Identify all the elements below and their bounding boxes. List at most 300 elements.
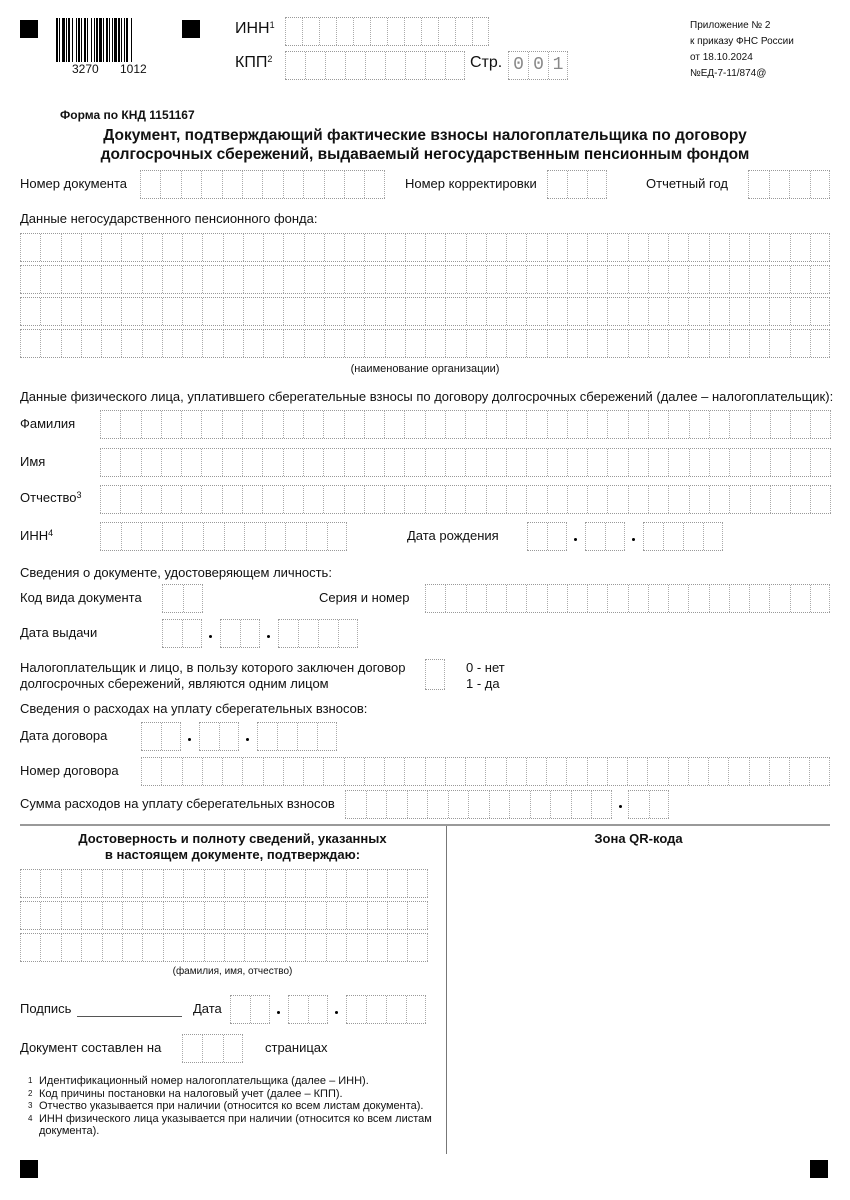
char-cell[interactable] xyxy=(141,758,161,785)
char-cell[interactable] xyxy=(748,171,769,198)
char-cell[interactable] xyxy=(303,449,323,476)
char-cell[interactable] xyxy=(547,298,567,325)
char-cell[interactable] xyxy=(285,934,305,961)
char-cell[interactable] xyxy=(61,330,81,357)
char-cell[interactable] xyxy=(425,411,445,438)
char-cell[interactable] xyxy=(199,723,219,750)
char-cell[interactable] xyxy=(425,449,445,476)
char-cell[interactable]: 0 xyxy=(508,52,528,79)
char-cell[interactable] xyxy=(353,18,370,45)
char-cell[interactable] xyxy=(324,171,344,198)
char-cell[interactable] xyxy=(81,902,101,929)
char-cell[interactable] xyxy=(445,758,465,785)
char-cell[interactable] xyxy=(20,330,40,357)
char-cell[interactable] xyxy=(346,934,366,961)
char-cell[interactable] xyxy=(648,585,668,612)
char-cell[interactable] xyxy=(547,523,567,550)
char-cell[interactable] xyxy=(142,298,162,325)
char-cell[interactable] xyxy=(526,330,546,357)
char-cell[interactable] xyxy=(466,234,486,261)
char-cell[interactable] xyxy=(40,870,60,897)
char-cell[interactable] xyxy=(230,996,250,1023)
char-cell[interactable] xyxy=(709,330,729,357)
char-cell[interactable] xyxy=(346,996,366,1023)
char-cell[interactable] xyxy=(40,234,60,261)
char-cell[interactable] xyxy=(344,171,364,198)
char-cell[interactable] xyxy=(385,298,405,325)
char-cell[interactable] xyxy=(607,449,627,476)
char-cell[interactable] xyxy=(364,234,384,261)
char-cell[interactable] xyxy=(587,330,607,357)
char-cell[interactable] xyxy=(729,330,749,357)
char-cell[interactable] xyxy=(587,585,607,612)
char-cell[interactable] xyxy=(466,585,486,612)
char-cell[interactable] xyxy=(648,234,668,261)
char-cell[interactable] xyxy=(427,791,448,818)
contract-date-field-part[interactable] xyxy=(141,722,181,751)
char-cell[interactable] xyxy=(465,758,485,785)
char-cell[interactable] xyxy=(770,411,790,438)
signer-name-row[interactable] xyxy=(20,869,428,898)
char-cell[interactable] xyxy=(425,758,445,785)
char-cell[interactable] xyxy=(183,902,203,929)
char-cell[interactable] xyxy=(810,411,830,438)
char-cell[interactable] xyxy=(567,330,587,357)
char-cell[interactable] xyxy=(161,486,181,513)
char-cell[interactable] xyxy=(161,411,181,438)
contract-number-field[interactable] xyxy=(141,757,830,786)
char-cell[interactable] xyxy=(204,902,224,929)
char-cell[interactable] xyxy=(162,330,182,357)
char-cell[interactable] xyxy=(486,486,506,513)
char-cell[interactable] xyxy=(183,585,204,612)
char-cell[interactable] xyxy=(628,330,648,357)
char-cell[interactable] xyxy=(689,411,709,438)
char-cell[interactable] xyxy=(750,486,770,513)
char-cell[interactable] xyxy=(265,870,285,897)
char-cell[interactable] xyxy=(122,934,142,961)
char-cell[interactable] xyxy=(366,996,386,1023)
char-cell[interactable] xyxy=(182,330,202,357)
char-cell[interactable] xyxy=(81,870,101,897)
char-cell[interactable] xyxy=(526,234,546,261)
char-cell[interactable] xyxy=(465,449,485,476)
char-cell[interactable] xyxy=(298,620,318,647)
char-cell[interactable] xyxy=(628,234,648,261)
char-cell[interactable] xyxy=(405,298,425,325)
char-cell[interactable] xyxy=(425,660,445,689)
birth-date-field-part[interactable] xyxy=(585,522,625,551)
char-cell[interactable] xyxy=(181,449,201,476)
char-cell[interactable] xyxy=(142,934,162,961)
char-cell[interactable] xyxy=(506,449,526,476)
char-cell[interactable] xyxy=(466,330,486,357)
char-cell[interactable] xyxy=(709,298,729,325)
char-cell[interactable] xyxy=(121,330,141,357)
char-cell[interactable] xyxy=(770,449,790,476)
char-cell[interactable] xyxy=(688,585,708,612)
char-cell[interactable] xyxy=(769,758,789,785)
char-cell[interactable] xyxy=(308,996,328,1023)
char-cell[interactable] xyxy=(387,18,404,45)
char-cell[interactable] xyxy=(305,52,325,79)
char-cell[interactable] xyxy=(628,486,648,513)
patronymic-field[interactable] xyxy=(100,485,831,514)
same-person-field[interactable] xyxy=(425,659,445,690)
char-cell[interactable] xyxy=(302,18,319,45)
person-inn-field[interactable] xyxy=(100,522,347,551)
char-cell[interactable] xyxy=(567,234,587,261)
char-cell[interactable] xyxy=(506,486,526,513)
char-cell[interactable] xyxy=(364,330,384,357)
char-cell[interactable] xyxy=(404,449,424,476)
char-cell[interactable] xyxy=(407,870,427,897)
char-cell[interactable] xyxy=(407,791,428,818)
char-cell[interactable] xyxy=(142,330,162,357)
char-cell[interactable] xyxy=(204,934,224,961)
char-cell[interactable] xyxy=(386,996,406,1023)
char-cell[interactable] xyxy=(304,234,324,261)
char-cell[interactable] xyxy=(587,266,607,293)
char-cell[interactable] xyxy=(770,486,790,513)
char-cell[interactable] xyxy=(585,523,605,550)
char-cell[interactable] xyxy=(20,298,40,325)
char-cell[interactable] xyxy=(244,934,264,961)
char-cell[interactable] xyxy=(708,758,728,785)
char-cell[interactable] xyxy=(61,298,81,325)
char-cell[interactable] xyxy=(204,870,224,897)
char-cell[interactable] xyxy=(668,298,688,325)
char-cell[interactable] xyxy=(220,620,240,647)
char-cell[interactable] xyxy=(367,902,387,929)
char-cell[interactable] xyxy=(222,171,242,198)
char-cell[interactable] xyxy=(182,298,202,325)
char-cell[interactable] xyxy=(607,411,627,438)
char-cell[interactable] xyxy=(571,791,592,818)
char-cell[interactable] xyxy=(40,266,60,293)
char-cell[interactable] xyxy=(243,298,263,325)
issue-date-field-part[interactable] xyxy=(220,619,260,648)
char-cell[interactable] xyxy=(303,411,323,438)
char-cell[interactable] xyxy=(306,523,327,550)
char-cell[interactable] xyxy=(810,266,830,293)
char-cell[interactable] xyxy=(121,298,141,325)
char-cell[interactable] xyxy=(749,266,769,293)
char-cell[interactable] xyxy=(643,523,663,550)
amount-rubles-field[interactable] xyxy=(345,790,612,819)
char-cell[interactable] xyxy=(445,266,465,293)
char-cell[interactable] xyxy=(506,266,526,293)
char-cell[interactable] xyxy=(425,486,445,513)
char-cell[interactable] xyxy=(425,330,445,357)
char-cell[interactable] xyxy=(283,330,303,357)
char-cell[interactable] xyxy=(526,486,546,513)
char-cell[interactable] xyxy=(509,791,530,818)
char-cell[interactable] xyxy=(142,234,162,261)
char-cell[interactable] xyxy=(222,486,242,513)
char-cell[interactable] xyxy=(688,330,708,357)
char-cell[interactable] xyxy=(324,266,344,293)
char-cell[interactable] xyxy=(222,411,242,438)
char-cell[interactable] xyxy=(61,934,81,961)
char-cell[interactable] xyxy=(181,171,201,198)
char-cell[interactable] xyxy=(242,486,262,513)
char-cell[interactable] xyxy=(61,902,81,929)
char-cell[interactable] xyxy=(648,486,668,513)
char-cell[interactable]: 1 xyxy=(548,52,568,79)
char-cell[interactable] xyxy=(668,585,688,612)
char-cell[interactable] xyxy=(182,523,203,550)
char-cell[interactable] xyxy=(121,266,141,293)
char-cell[interactable] xyxy=(250,996,270,1023)
char-cell[interactable] xyxy=(809,758,829,785)
char-cell[interactable] xyxy=(750,411,770,438)
char-cell[interactable] xyxy=(285,52,305,79)
char-cell[interactable] xyxy=(201,411,221,438)
char-cell[interactable] xyxy=(790,585,810,612)
char-cell[interactable] xyxy=(365,52,385,79)
pages-count-field[interactable] xyxy=(182,1034,243,1063)
char-cell[interactable]: 0 xyxy=(528,52,548,79)
char-cell[interactable] xyxy=(304,298,324,325)
char-cell[interactable] xyxy=(344,486,364,513)
char-cell[interactable] xyxy=(262,449,282,476)
char-cell[interactable] xyxy=(224,870,244,897)
char-cell[interactable] xyxy=(20,902,40,929)
char-cell[interactable] xyxy=(489,791,510,818)
char-cell[interactable] xyxy=(591,791,612,818)
char-cell[interactable] xyxy=(668,266,688,293)
char-cell[interactable] xyxy=(262,411,282,438)
char-cell[interactable] xyxy=(709,486,729,513)
char-cell[interactable] xyxy=(319,18,336,45)
char-cell[interactable] xyxy=(283,449,303,476)
char-cell[interactable] xyxy=(506,411,526,438)
char-cell[interactable] xyxy=(587,234,607,261)
char-cell[interactable] xyxy=(789,171,810,198)
char-cell[interactable] xyxy=(465,486,485,513)
kpp-field[interactable] xyxy=(285,51,465,80)
char-cell[interactable] xyxy=(285,870,305,897)
char-cell[interactable] xyxy=(81,934,101,961)
char-cell[interactable] xyxy=(445,585,465,612)
char-cell[interactable] xyxy=(263,758,283,785)
char-cell[interactable] xyxy=(385,52,405,79)
char-cell[interactable] xyxy=(385,330,405,357)
char-cell[interactable] xyxy=(486,449,506,476)
char-cell[interactable] xyxy=(546,758,566,785)
char-cell[interactable] xyxy=(810,449,830,476)
char-cell[interactable] xyxy=(810,298,830,325)
char-cell[interactable] xyxy=(729,266,749,293)
char-cell[interactable] xyxy=(181,411,201,438)
char-cell[interactable] xyxy=(729,234,749,261)
char-cell[interactable] xyxy=(628,266,648,293)
char-cell[interactable] xyxy=(285,523,306,550)
char-cell[interactable] xyxy=(709,449,729,476)
char-cell[interactable] xyxy=(709,411,729,438)
char-cell[interactable] xyxy=(120,411,140,438)
char-cell[interactable] xyxy=(729,449,749,476)
char-cell[interactable] xyxy=(283,298,303,325)
char-cell[interactable] xyxy=(161,723,181,750)
char-cell[interactable] xyxy=(384,486,404,513)
char-cell[interactable] xyxy=(324,234,344,261)
char-cell[interactable] xyxy=(304,330,324,357)
char-cell[interactable] xyxy=(445,449,465,476)
char-cell[interactable] xyxy=(162,585,183,612)
char-cell[interactable] xyxy=(790,298,810,325)
char-cell[interactable] xyxy=(142,902,162,929)
char-cell[interactable] xyxy=(201,171,221,198)
char-cell[interactable] xyxy=(587,171,607,198)
char-cell[interactable] xyxy=(387,870,407,897)
char-cell[interactable] xyxy=(202,266,222,293)
char-cell[interactable] xyxy=(387,934,407,961)
char-cell[interactable] xyxy=(20,934,40,961)
char-cell[interactable] xyxy=(283,758,303,785)
char-cell[interactable] xyxy=(709,585,729,612)
char-cell[interactable] xyxy=(364,298,384,325)
char-cell[interactable] xyxy=(102,870,122,897)
char-cell[interactable] xyxy=(526,298,546,325)
char-cell[interactable] xyxy=(100,523,121,550)
char-cell[interactable] xyxy=(607,330,627,357)
char-cell[interactable] xyxy=(122,870,142,897)
char-cell[interactable] xyxy=(547,486,567,513)
char-cell[interactable] xyxy=(142,266,162,293)
char-cell[interactable] xyxy=(506,234,526,261)
char-cell[interactable] xyxy=(141,449,161,476)
char-cell[interactable] xyxy=(405,266,425,293)
char-cell[interactable] xyxy=(323,411,343,438)
sign-date-field-part[interactable] xyxy=(288,995,328,1024)
char-cell[interactable] xyxy=(688,234,708,261)
char-cell[interactable] xyxy=(364,758,384,785)
char-cell[interactable] xyxy=(141,523,162,550)
char-cell[interactable] xyxy=(163,870,183,897)
char-cell[interactable] xyxy=(455,18,472,45)
char-cell[interactable] xyxy=(142,870,162,897)
char-cell[interactable] xyxy=(40,298,60,325)
char-cell[interactable] xyxy=(120,486,140,513)
char-cell[interactable] xyxy=(182,1035,202,1062)
char-cell[interactable] xyxy=(405,52,425,79)
char-cell[interactable] xyxy=(122,902,142,929)
char-cell[interactable] xyxy=(668,234,688,261)
char-cell[interactable] xyxy=(364,266,384,293)
char-cell[interactable] xyxy=(297,723,317,750)
char-cell[interactable] xyxy=(257,723,277,750)
char-cell[interactable] xyxy=(703,523,723,550)
char-cell[interactable] xyxy=(101,234,121,261)
char-cell[interactable] xyxy=(689,449,709,476)
char-cell[interactable] xyxy=(628,449,648,476)
char-cell[interactable] xyxy=(607,486,627,513)
char-cell[interactable] xyxy=(425,52,445,79)
char-cell[interactable] xyxy=(628,585,648,612)
char-cell[interactable] xyxy=(384,449,404,476)
char-cell[interactable] xyxy=(789,758,809,785)
char-cell[interactable] xyxy=(219,723,239,750)
char-cell[interactable] xyxy=(182,266,202,293)
char-cell[interactable] xyxy=(162,620,182,647)
char-cell[interactable] xyxy=(163,934,183,961)
char-cell[interactable] xyxy=(202,330,222,357)
char-cell[interactable] xyxy=(262,486,282,513)
char-cell[interactable] xyxy=(438,18,455,45)
char-cell[interactable] xyxy=(283,171,303,198)
char-cell[interactable] xyxy=(749,585,769,612)
char-cell[interactable] xyxy=(121,523,142,550)
char-cell[interactable] xyxy=(750,449,770,476)
char-cell[interactable] xyxy=(222,758,242,785)
char-cell[interactable] xyxy=(303,486,323,513)
fund-name-row[interactable] xyxy=(20,329,830,358)
char-cell[interactable] xyxy=(344,411,364,438)
char-cell[interactable] xyxy=(605,523,625,550)
char-cell[interactable] xyxy=(466,298,486,325)
char-cell[interactable] xyxy=(346,870,366,897)
char-cell[interactable] xyxy=(445,52,465,79)
char-cell[interactable] xyxy=(810,330,830,357)
char-cell[interactable] xyxy=(183,934,203,961)
char-cell[interactable] xyxy=(243,330,263,357)
char-cell[interactable] xyxy=(425,234,445,261)
char-cell[interactable] xyxy=(162,298,182,325)
char-cell[interactable] xyxy=(364,171,384,198)
char-cell[interactable] xyxy=(81,234,101,261)
char-cell[interactable] xyxy=(790,234,810,261)
char-cell[interactable] xyxy=(406,996,426,1023)
char-cell[interactable] xyxy=(527,523,547,550)
char-cell[interactable] xyxy=(486,234,506,261)
char-cell[interactable] xyxy=(566,758,586,785)
signer-name-row[interactable] xyxy=(20,901,428,930)
char-cell[interactable] xyxy=(100,486,120,513)
char-cell[interactable] xyxy=(790,330,810,357)
char-cell[interactable] xyxy=(407,902,427,929)
char-cell[interactable] xyxy=(101,266,121,293)
char-cell[interactable] xyxy=(769,171,790,198)
char-cell[interactable] xyxy=(120,449,140,476)
char-cell[interactable] xyxy=(326,870,346,897)
char-cell[interactable] xyxy=(663,523,683,550)
char-cell[interactable] xyxy=(587,298,607,325)
char-cell[interactable] xyxy=(506,585,526,612)
char-cell[interactable] xyxy=(547,266,567,293)
char-cell[interactable] xyxy=(40,330,60,357)
char-cell[interactable] xyxy=(242,449,262,476)
char-cell[interactable] xyxy=(366,791,387,818)
char-cell[interactable] xyxy=(648,298,668,325)
char-cell[interactable] xyxy=(769,330,789,357)
char-cell[interactable] xyxy=(40,934,60,961)
char-cell[interactable] xyxy=(223,330,243,357)
char-cell[interactable] xyxy=(647,758,667,785)
year-field[interactable] xyxy=(748,170,830,199)
char-cell[interactable] xyxy=(222,449,242,476)
char-cell[interactable] xyxy=(530,791,551,818)
char-cell[interactable] xyxy=(526,266,546,293)
char-cell[interactable] xyxy=(203,523,224,550)
char-cell[interactable] xyxy=(425,585,445,612)
char-cell[interactable] xyxy=(201,486,221,513)
char-cell[interactable] xyxy=(244,523,265,550)
char-cell[interactable] xyxy=(182,234,202,261)
char-cell[interactable] xyxy=(121,234,141,261)
char-cell[interactable] xyxy=(344,234,364,261)
